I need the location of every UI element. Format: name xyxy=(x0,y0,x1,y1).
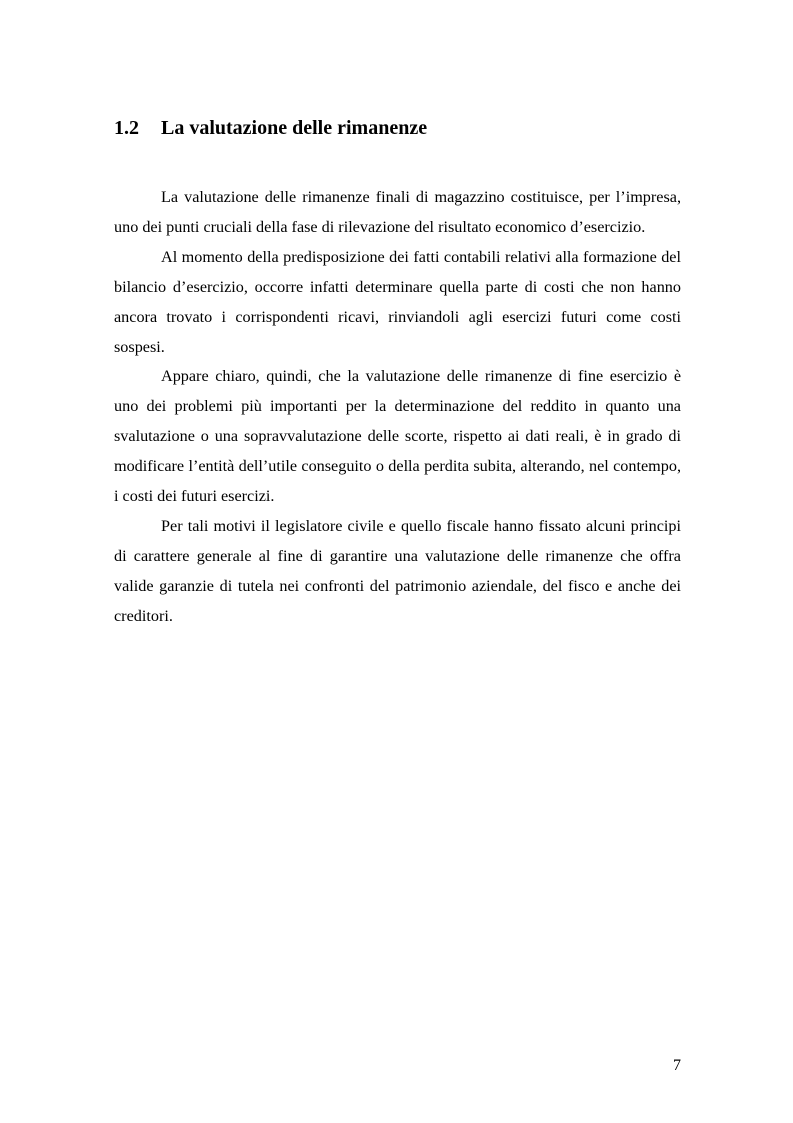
body-text xyxy=(114,183,681,632)
paragraph: Per tali motivi il legislatore civile e quello fiscale hanno fissato alcuni principi di carattere generale al fine di garantire una valutazione delle rimanenze che offra valide garanzie di tutela nei confronti del patrimonio aziendale, del fisco e anche dei creditori. xyxy=(114,516,681,625)
section-heading xyxy=(114,116,427,140)
section-number: 1.2 xyxy=(114,117,139,139)
section-title: La valutazione delle rimanenze xyxy=(161,117,428,139)
paragraph: Appare chiaro, quindi, che la valutazione delle rimanenze di fine esercizio è uno dei problemi più importanti per la determinazione del reddito in quanto una svalutazione o una sopravvalutazione delle scorte, rispetto ai dati reali, è in grado di modificare l’entità dell’utile conseguito o della perdita subita, alterando, nel contempo, i costi dei futuri esercizi. xyxy=(114,367,681,506)
page-number: 7 xyxy=(673,1057,681,1074)
paragraph: Al momento della predisposizione dei fatti contabili relativi alla formazione del bilancio d’esercizio, occorre infatti determinare quella parte di costi che non hanno ancora trovato i corrispondenti ricavi, rinviandoli agli esercizi futuri come costi sospesi. xyxy=(114,247,681,356)
paragraph: La valutazione delle rimanenze finali di magazzino costituisce, per l’impresa, uno dei punti cruciali della fase di rilevazione del risultato economico d’esercizio. xyxy=(114,188,681,236)
